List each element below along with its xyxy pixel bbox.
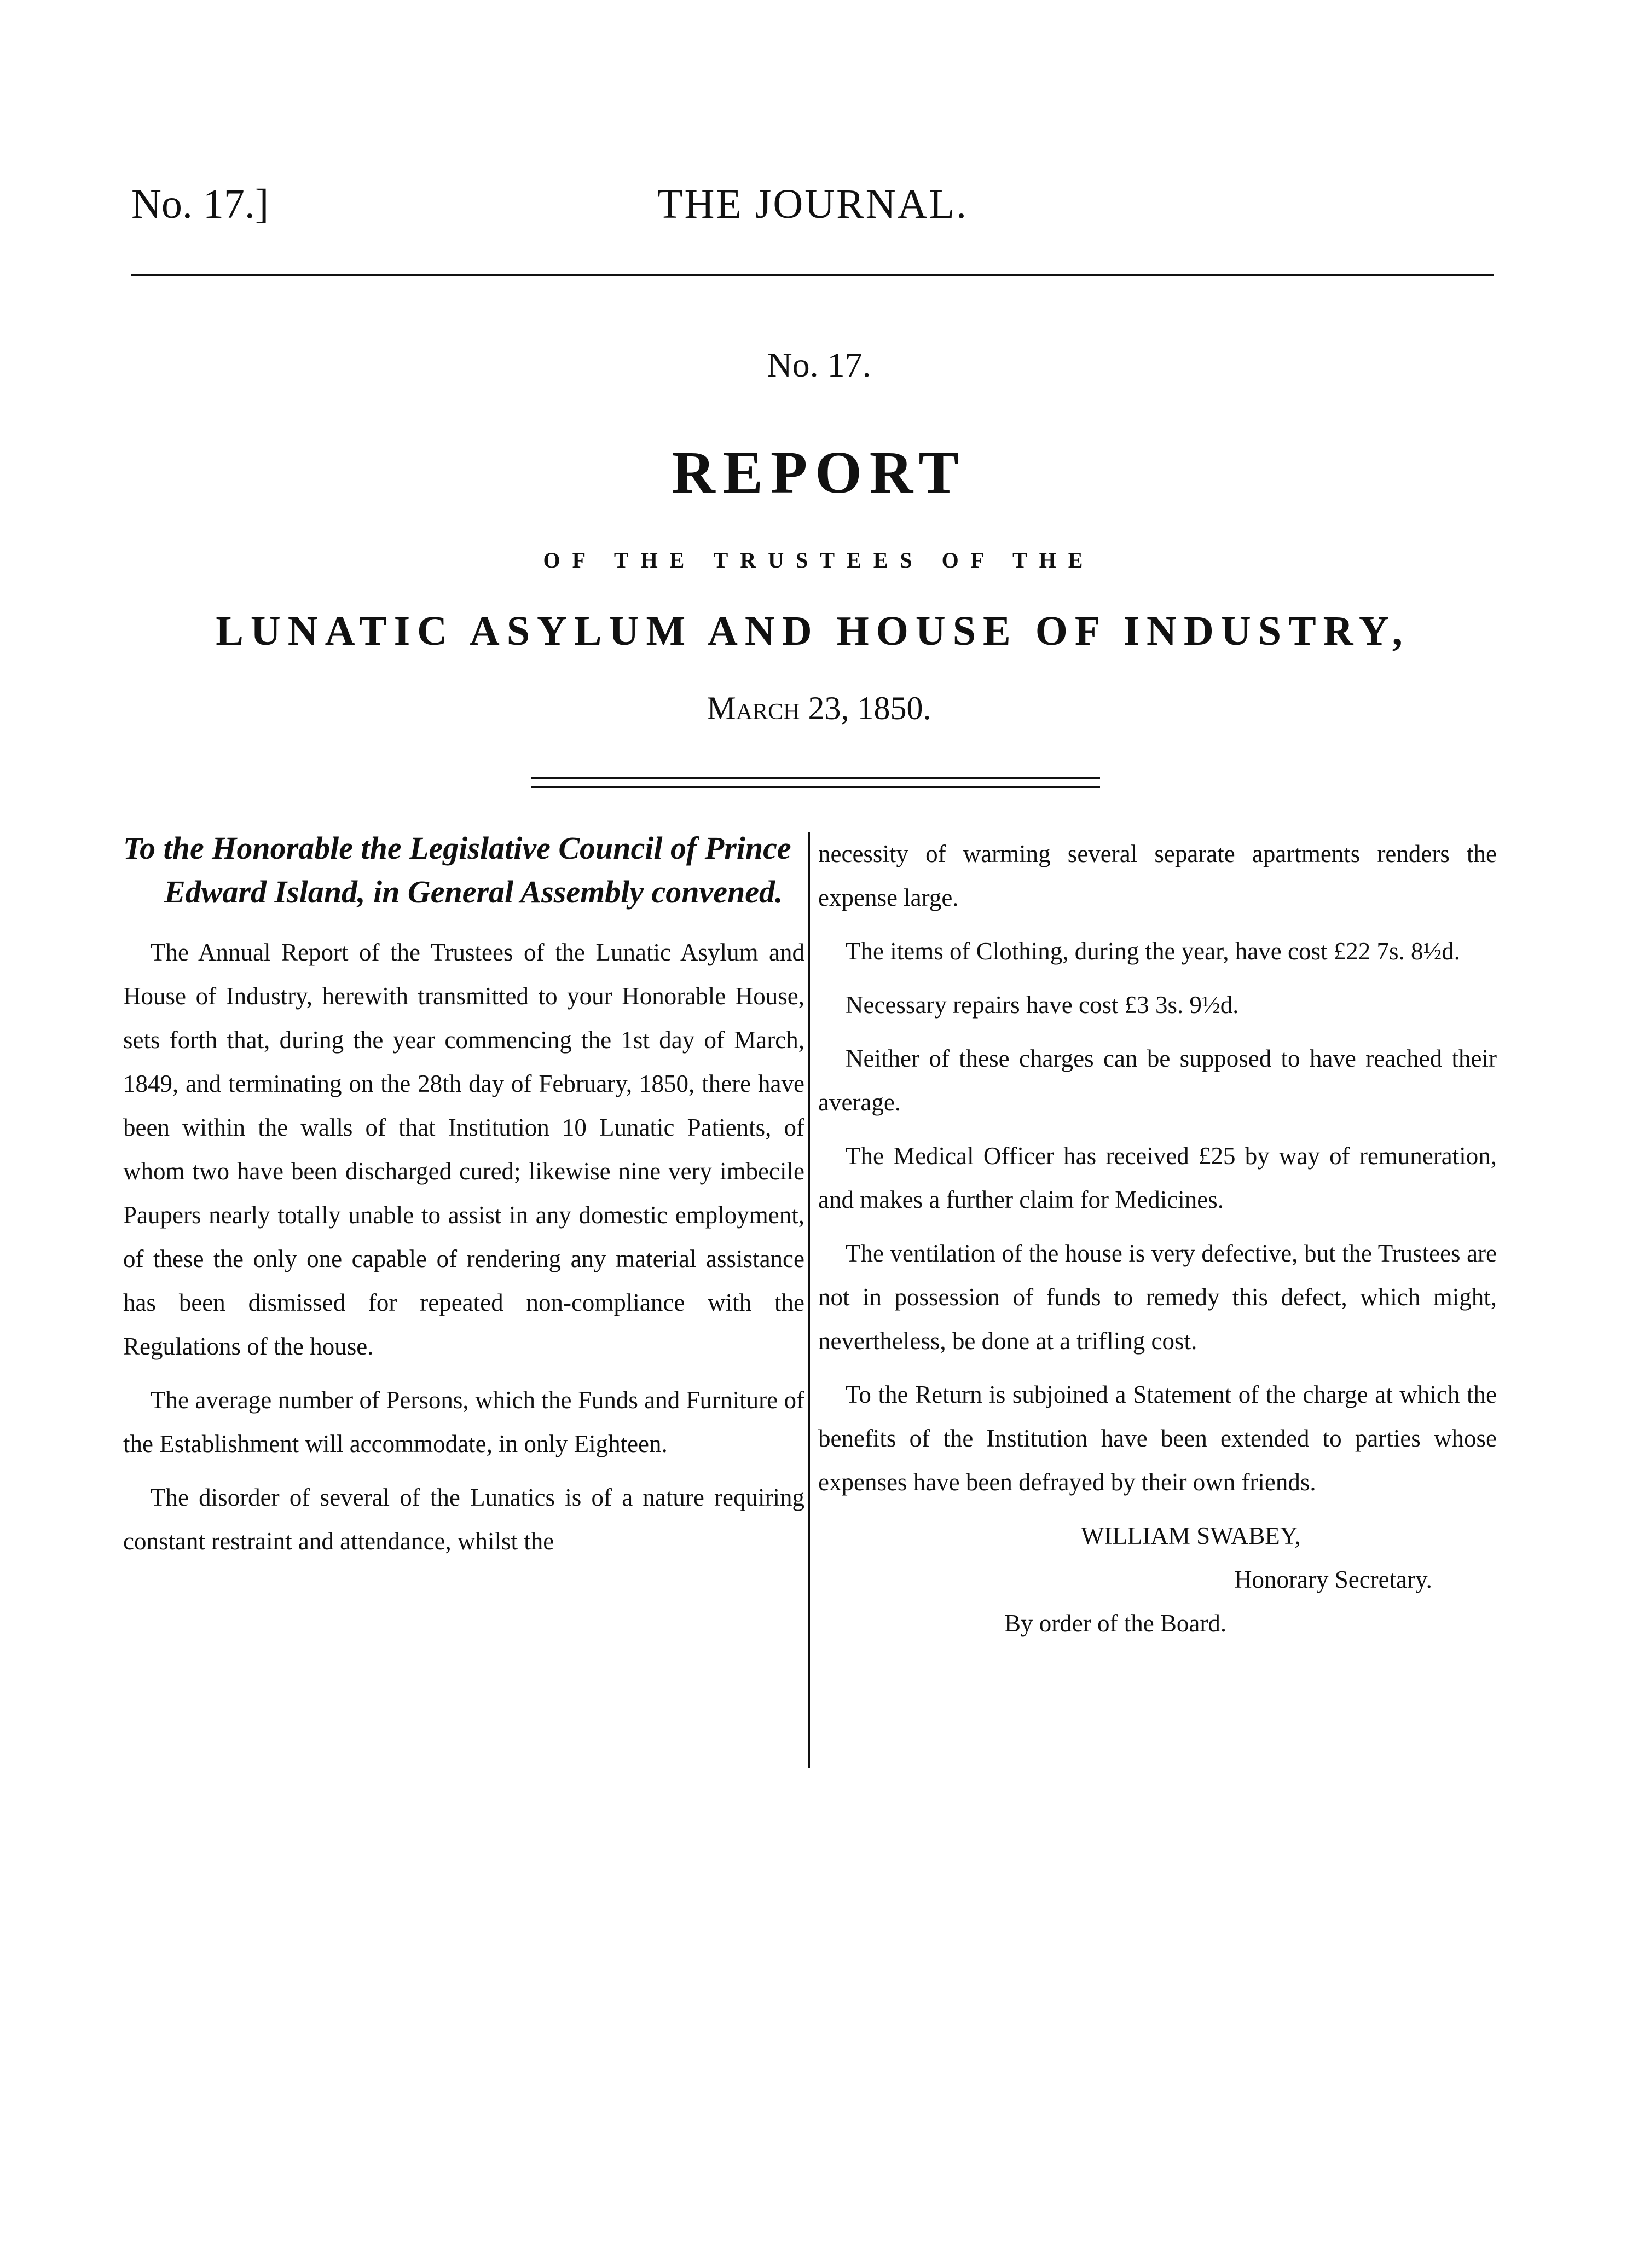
column-divider bbox=[808, 832, 810, 1768]
paragraph-return: To the Return is subjoined a Statement of the charge at which the benefits of the Institution have been extended to parties whose expenses have been defrayed by their own friends. bbox=[818, 1381, 1497, 1496]
journal-title: THE JOURNAL. bbox=[657, 181, 968, 227]
right-column bbox=[818, 832, 1497, 1645]
address-heading: To the Honorable the Legislative Council of Prince Edward Island, in General Assembly convened. bbox=[123, 830, 791, 910]
paragraph-charges: Neither of these charges can be supposed to have reached their average. bbox=[818, 1045, 1497, 1116]
paragraph-clothing: The items of Clothing, during the year, have cost £22 7s. 8½d. bbox=[846, 938, 1461, 965]
signatory-name: WILLIAM SWABEY, bbox=[1081, 1522, 1301, 1549]
paragraph-average-number: The average number of Persons, which the Funds and Furniture of the Establishment will accommodate, in only Eighteen. bbox=[123, 1386, 804, 1457]
signature-block bbox=[818, 1514, 1497, 1645]
report-date: March 23, 1850. bbox=[707, 690, 931, 726]
running-header bbox=[131, 181, 1494, 241]
signatory-order: By order of the Board. bbox=[1004, 1610, 1227, 1637]
left-column bbox=[123, 826, 804, 1573]
signatory-title: Honorary Secretary. bbox=[1234, 1566, 1432, 1593]
paragraph-ventilation: The ventilation of the house is very defective, but the Trustees are not in possession of funds to remedy this defect, which might, nevertheless, be done at a trifling cost. bbox=[818, 1240, 1497, 1355]
paragraph-medical-officer: The Medical Officer has received £25 by way of remuneration, and makes a further claim for Medicines. bbox=[818, 1142, 1497, 1213]
document-number: No. 17. bbox=[767, 345, 871, 384]
title-rule-top bbox=[531, 777, 1100, 779]
report-title: REPORT bbox=[672, 439, 966, 506]
report-subtitle-small: OF THE TRUSTEES OF THE bbox=[543, 548, 1095, 572]
paragraph-disorder: The disorder of several of the Lunatics is of a nature requiring constant restraint and attendance, whilst the bbox=[123, 1484, 804, 1555]
paragraph-continuation: necessity of warming several separate apartments renders the expense large. bbox=[818, 840, 1497, 911]
page-number: No. 17.] bbox=[131, 181, 269, 227]
header-rule bbox=[131, 274, 1494, 276]
report-subtitle-large: LUNATIC ASYLUM AND HOUSE OF INDUSTRY, bbox=[216, 608, 1410, 654]
title-rule-bottom bbox=[531, 786, 1100, 788]
paragraph-repairs: Necessary repairs have cost £3 3s. 9½d. bbox=[846, 991, 1239, 1019]
paragraph-annual-report: The Annual Report of the Trustees of the Lunatic Asylum and House of Industry, herewith transmitted to your Honorable House, sets forth that, during the year commencing the 1st day of March, 1849, and terminating on the 28th day of February, 1850, there have been within the walls of that Institution 10 Lunatic Patients, of whom two have been discharged cured; likewise nine very imbecile Paupers nearly totally unable to assist in any domestic employment, of these the only one capable of rendering any material assistance has been dismissed for repeated non-compliance with the Regulations of the house. bbox=[123, 939, 804, 1360]
